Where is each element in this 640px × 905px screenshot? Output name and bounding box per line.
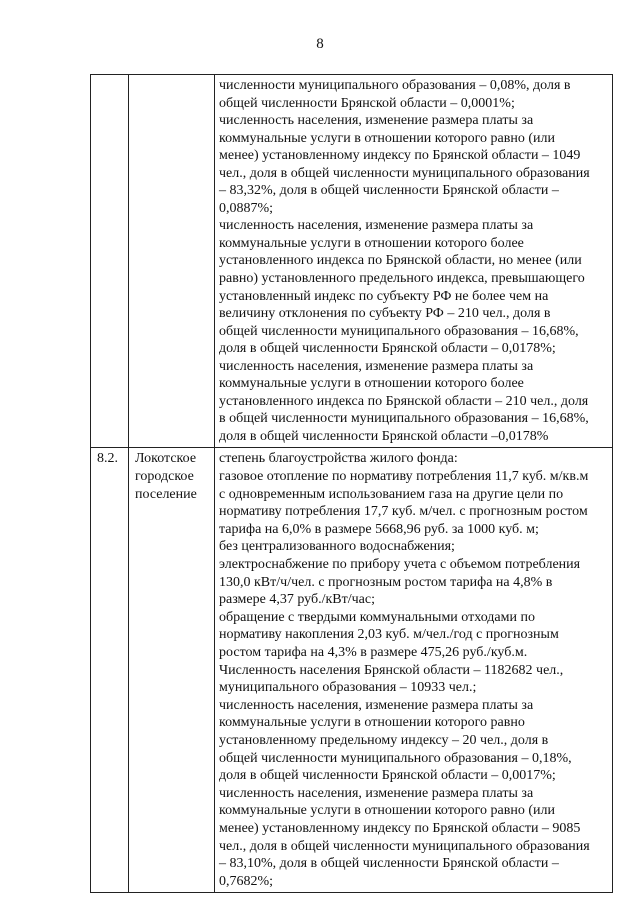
text-line: численность населения, изменение размера платы за [219, 785, 534, 801]
text-line: 0,7682%; [219, 873, 274, 889]
text-line: численность населения, изменение размера платы за [219, 697, 534, 713]
row-number-cell [91, 75, 129, 448]
municipality-name-cell [129, 75, 215, 448]
text-line: общей численности муниципального образования – 0,18%, [219, 750, 572, 766]
text-line: степень благоустройства жилого фонда: [219, 451, 458, 467]
text-line: без централизованного водоснабжения; [219, 539, 455, 555]
municipality-name-line: Локотское [135, 451, 197, 467]
text-line: ростом тарифа на 4,3% в размере 475,26 руб./куб.м. [219, 645, 528, 661]
text-line: коммунальные услуги в отношении которого равно (или [219, 130, 555, 146]
text-line: коммунальные услуги в отношении которого равно (или [219, 803, 555, 819]
text-line: менее) установленному индексу по Брянской области – 1049 [219, 148, 581, 164]
page-number: 8 [316, 36, 324, 52]
text-line: газовое отопление по нормативу потребления 11,7 куб. м/кв.м [219, 469, 589, 485]
table-row [91, 75, 613, 448]
text-line: чел., доля в общей численности муниципального образования [219, 838, 590, 854]
text-line: численности муниципального образования – 0,08%, доля в [219, 78, 571, 93]
text-line: Численность населения Брянской области – 1182682 чел., [219, 662, 564, 678]
text-line: 0,0887%; [219, 200, 274, 216]
municipality-name-line: поселение [135, 486, 197, 502]
text-line: численность населения, изменение размера платы за [219, 358, 534, 374]
text-line: равно) установленного предельного индекса, превышающего [219, 271, 585, 287]
text-line: – 83,10%, доля в общей численности Брянской области – [219, 856, 559, 872]
text-line: установленного индекса по Брянской области, но менее (или [219, 253, 582, 269]
text-line: доля в общей численности Брянской области –0,0178% [219, 428, 549, 444]
row-number-cell: 8.2. [91, 448, 129, 893]
municipality-name-line: городское [135, 469, 194, 485]
text-line: численность населения, изменение размера платы за [219, 218, 534, 234]
text-line: коммунальные услуги в отношении которого более [219, 235, 524, 251]
table-row [91, 448, 613, 893]
text-line: нормативу потребления 17,7 куб. м/чел. с прогнозным ростом [219, 504, 588, 520]
text-line: с одновременным использованием газа на другие цели по [219, 486, 564, 502]
text-line: тарифа на 6,0% в размере 5668,96 руб. за 1000 куб. м; [219, 521, 539, 537]
text-line: установленному предельному индексу – 20 чел., доля в [219, 732, 549, 748]
text-line: установленного индекса по Брянской области – 210 чел., доля [219, 393, 589, 409]
text-line: размере 4,37 руб./кВт/час; [219, 592, 375, 608]
text-line: коммунальные услуги в отношении которого равно [219, 715, 525, 731]
text-line: обращение с твердыми коммунальными отходами по [219, 609, 535, 625]
content-table [90, 74, 613, 893]
text-line: численность населения, изменение размера платы за [219, 113, 534, 129]
text-line: общей численности муниципального образования – 16,68%, [219, 323, 579, 339]
text-line: в общей численности муниципального образования – 16,68%, [219, 411, 589, 427]
text-line: – 83,32%, доля в общей численности Брянской области – [219, 183, 559, 199]
municipality-name-cell [129, 448, 215, 893]
text-line: общей численности Брянской области – 0,0001%; [219, 95, 515, 111]
text-line: электроснабжение по прибору учета с объемом потребления [219, 557, 581, 573]
text-line: доля в общей численности Брянской области – 0,0017%; [219, 768, 556, 784]
text-line: нормативу накопления 2,03 куб. м/чел./год с прогнозным [219, 627, 559, 643]
text-line: коммунальные услуги в отношении которого более [219, 376, 524, 392]
text-line: менее) установленному индексу по Брянской области – 9085 [219, 820, 581, 836]
description-cell [215, 448, 613, 893]
text-line: доля в общей численности Брянской области – 0,0178%; [219, 341, 556, 357]
text-line: установленный индекс по субъекту РФ не более чем на [219, 288, 549, 304]
text-line: муниципального образования – 10933 чел.; [219, 680, 477, 696]
description-cell [215, 75, 613, 448]
text-line: чел., доля в общей численности муниципального образования [219, 165, 590, 181]
text-line: 130,0 кВт/ч/чел. с прогнозным ростом тарифа на 4,8% в [219, 574, 553, 590]
text-line: величину отклонения по субъекту РФ – 210 чел., доля в [219, 306, 551, 322]
